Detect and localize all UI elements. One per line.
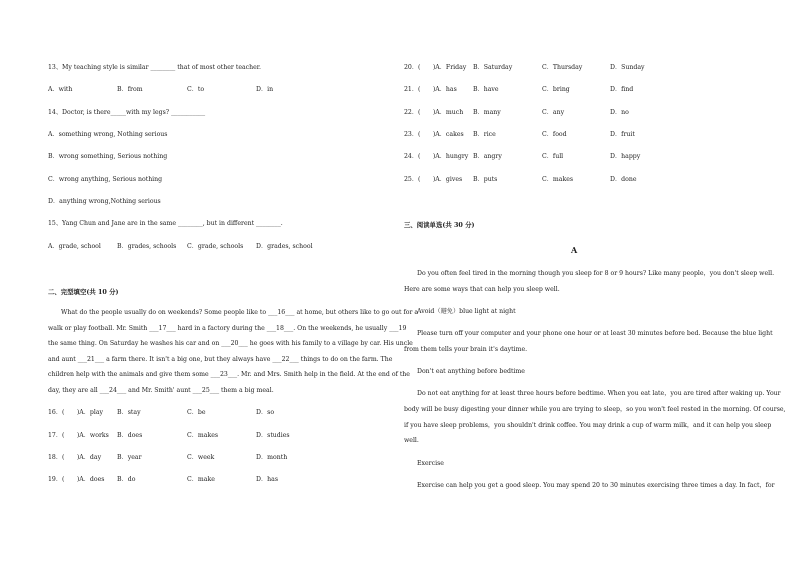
option-d[interactable]: D．no bbox=[610, 109, 629, 116]
option-c[interactable]: C．makes bbox=[187, 432, 219, 439]
option-b[interactable]: B．does bbox=[117, 432, 143, 439]
cloze-line-5: children help with the animals and give them some ___23___. Mr. and Mrs. Smith help in the field. At the end of the bbox=[48, 371, 410, 378]
option-d[interactable]: D．Sunday bbox=[610, 64, 645, 71]
section-2-title: 二、完型填空(共 10 分) bbox=[48, 288, 119, 296]
option-c[interactable]: C．grade, schools bbox=[187, 243, 244, 250]
question-14-option-c[interactable]: C．wrong anything, Serious nothing bbox=[48, 176, 163, 183]
question-21-number[interactable]: 21．( )A．has bbox=[404, 86, 457, 93]
option-b[interactable]: B．year bbox=[117, 454, 142, 461]
cloze-line-2: walk or play football. Mr. Smith ___17___ hard in a factory during the ___18___. On the weekends, he usually ___19 bbox=[48, 325, 407, 332]
cloze-line-1: What do the people usually do on weekends? Some people like to ___16___ at home, but others like to go out for a bbox=[61, 309, 419, 316]
option-d[interactable]: D．month bbox=[256, 454, 288, 461]
option-b[interactable]: B．have bbox=[473, 86, 499, 93]
option-b[interactable]: B．angry bbox=[473, 153, 502, 160]
cloze-line-6: day, they are all ___24___ and Mr. Smith' aunt ___25___ them a big meal. bbox=[48, 387, 274, 394]
passage-heading: Exercise bbox=[417, 460, 444, 467]
passage-line: well. bbox=[404, 437, 419, 444]
option-d[interactable]: D．so bbox=[256, 409, 275, 416]
option-d[interactable]: D．studies bbox=[256, 432, 290, 439]
section-3-title: 三、阅读单选(共 30 分) bbox=[404, 221, 475, 229]
passage-line: Exercise can help you get a good sleep. You may spend 20 to 30 minutes exercising three times a day. In fact，for bbox=[417, 482, 775, 489]
option-b[interactable]: B．Saturday bbox=[473, 64, 513, 71]
option-b[interactable]: B．stay bbox=[117, 409, 141, 416]
option-d[interactable]: D．grades, school bbox=[256, 243, 313, 250]
cloze-line-4: and aunt ___21___ a farm there. It isn't a big one, but they always have ___22___ things to do on the farm. The bbox=[48, 356, 393, 363]
option-b[interactable]: B．many bbox=[473, 109, 501, 116]
option-d[interactable]: D．find bbox=[610, 86, 634, 93]
option-a[interactable]: A．with bbox=[48, 86, 73, 93]
question-14-option-b[interactable]: B．wrong something, Serious nothing bbox=[48, 153, 168, 160]
option-d[interactable]: D．fruit bbox=[610, 131, 635, 138]
option-c[interactable]: C．bring bbox=[542, 86, 570, 93]
question-18-number[interactable]: 18．( )A．day bbox=[48, 454, 102, 461]
option-c[interactable]: C．to bbox=[187, 86, 205, 93]
passage-line: Do you often feel tired in the morning though you sleep for 8 or 9 hours? Like many people，you don't sleep well. bbox=[417, 270, 775, 277]
option-c[interactable]: C．be bbox=[187, 409, 206, 416]
question-14-option-a[interactable]: A．something wrong, Nothing serious bbox=[48, 131, 168, 138]
option-c[interactable]: C．makes bbox=[542, 176, 574, 183]
passage-heading: Don't eat anything before bedtime bbox=[417, 368, 525, 375]
question-17-number[interactable]: 17．( )A．works bbox=[48, 432, 109, 439]
option-c[interactable]: C．make bbox=[187, 476, 215, 483]
question-25-number[interactable]: 25．( )A．gives bbox=[404, 176, 463, 183]
option-c[interactable]: C．week bbox=[187, 454, 215, 461]
question-20-number[interactable]: 20．( )A．Friday bbox=[404, 64, 467, 71]
option-c[interactable]: C．food bbox=[542, 131, 567, 138]
option-d[interactable]: D．in bbox=[256, 86, 274, 93]
option-d[interactable]: D．done bbox=[610, 176, 637, 183]
passage-line: body will be busy digesting your dinner while you are trying to sleep，so you won't feel rested in the morning. Of course, bbox=[404, 406, 786, 413]
passage-line: Do not eat anything for at least three hours before bedtime. When you eat late，you are tired after waking up. Your bbox=[417, 390, 781, 397]
option-b[interactable]: B．rice bbox=[473, 131, 496, 138]
question-22-number[interactable]: 22．( )A．much bbox=[404, 109, 464, 116]
passage-line: from them tells your brain it's daytime. bbox=[404, 346, 528, 353]
option-d[interactable]: D．has bbox=[256, 476, 278, 483]
question-24-number[interactable]: 24．( )A．hungry bbox=[404, 153, 469, 160]
option-b[interactable]: B．from bbox=[117, 86, 143, 93]
option-a[interactable]: A．grade, school bbox=[48, 243, 101, 250]
question-16-number[interactable]: 16．( )A．play bbox=[48, 409, 104, 416]
option-d[interactable]: D．happy bbox=[610, 153, 641, 160]
passage-line: Here are some ways that can help you sleep well. bbox=[404, 286, 560, 293]
passage-line: if you have sleep problems，you shouldn't drink coffee. You may drink a cup of warm milk，and it can help you sleep bbox=[404, 422, 772, 429]
question-14-option-d[interactable]: D．anything wrong,Nothing serious bbox=[48, 198, 161, 205]
option-b[interactable]: B．grades, schools bbox=[117, 243, 177, 250]
option-c[interactable]: C．Thursday bbox=[542, 64, 583, 71]
question-23-number[interactable]: 23．( )A．cakes bbox=[404, 131, 464, 138]
passage-label: A bbox=[571, 245, 578, 255]
question-19-number[interactable]: 19．( )A．does bbox=[48, 476, 105, 483]
question-15-stem: 15、Yang Chun and Jane are in the same ________, but in different ________. bbox=[48, 220, 283, 227]
passage-line: Please turn off your computer and your phone one hour or at least 30 minutes before bed. Because the blue light bbox=[417, 330, 773, 337]
option-c[interactable]: C．any bbox=[542, 109, 565, 116]
question-14-stem: 14、Doctor, is there_____with my legs? ___________ bbox=[48, 109, 206, 116]
passage-heading: Avoid（避免）blue light at night bbox=[417, 308, 516, 315]
option-b[interactable]: B．puts bbox=[473, 176, 498, 183]
option-c[interactable]: C．full bbox=[542, 153, 564, 160]
option-b[interactable]: B．do bbox=[117, 476, 136, 483]
question-13-stem: 13、My teaching style is similar ________ that of most other teacher. bbox=[48, 64, 262, 71]
cloze-line-3: the same thing. On Saturday he washes his car and on ___20___ he goes with his family to a village by car. His uncle bbox=[48, 340, 413, 347]
